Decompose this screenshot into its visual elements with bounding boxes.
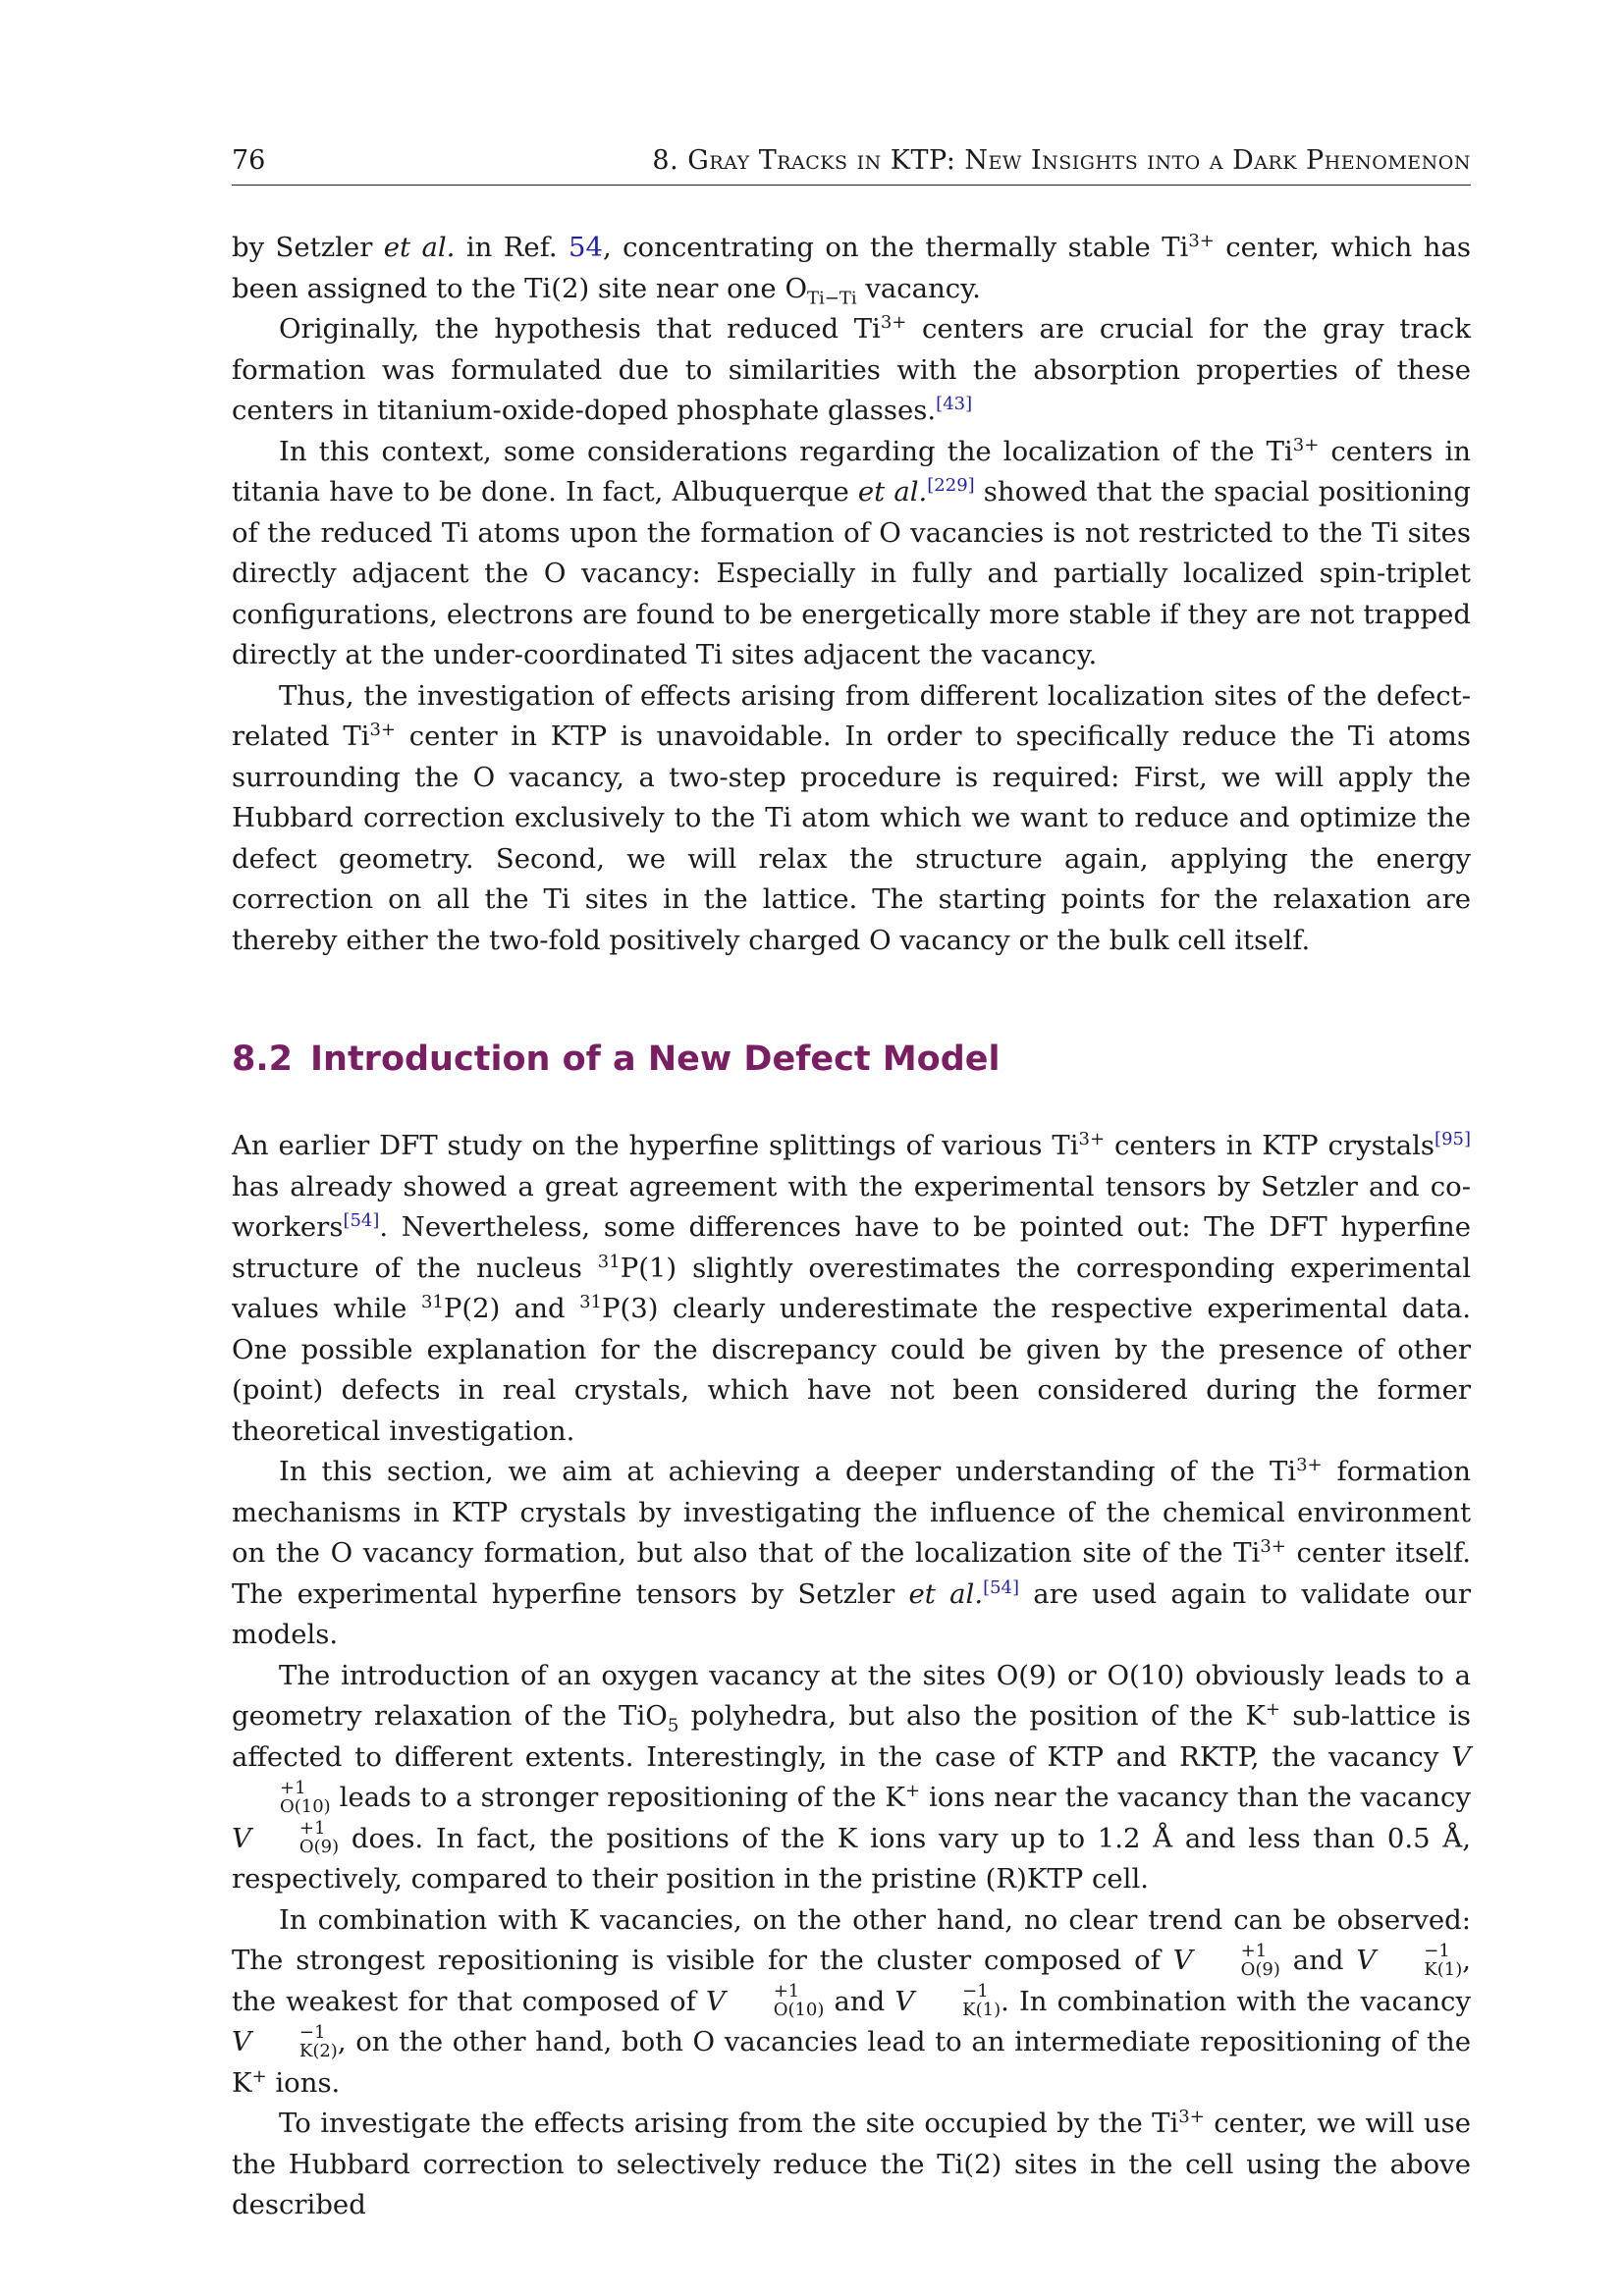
chapter-title: 8. Gray Tracks in KTP: New Insights into a Dark Phenomenon (652, 145, 1471, 176)
paragraph-6: In this section, we aim at achieving a deeper understanding of the $Ti^{3+}$ formation mechanisms in KTP crystals by investigating the influence of the chemical environment on the O vacancy formation, but also that of the localization site of the $Ti^{3+}$ center itself. The experimental hyperfine tensors by Setzler et al.[54] are used again to validate our models. (232, 1454, 1472, 1650)
vacancy-indices: +1 O(10) (773, 1981, 825, 2020)
paragraph-3: In this context, some considerations regarding the localization of the $Ti^{3+}$ centers in titania have to be done. In fact, Albuquerque et al.[229] showed that the spacial positioning of the reduced Ti atoms upon the formation of O vacancies is not restricted to the Ti sites directly adjacent the O vacancy: Especially in fully and partially localized spin-triplet configurations, electrons are found to be energetically more stable if they are not trapped directly at the under-coordinated Ti sites adjacent the vacancy. (232, 434, 1471, 670)
paragraph-2: Originally, the hypothesis that reduced $Ti^{3+}$ centers are crucial for the gray track formation was formulated due to similarities with the absorption properties of these centers in titanium-oxide-doped phosphate glasses.[43] (232, 311, 1471, 426)
paragraph-7: The introduction of an oxygen vacancy at the sites O(9) or O(10) obviously leads to a geometry relaxation of the TiO$_5$ polyhedra, but also the position of the K+ sub-lattice is affected to different extents. Interestingly, in the case of KTP and RKTP, the vacancy V +1 O(10) leads to a stronger repositioning of the K+ ions near the vacancy than the vacancy V +1 O(9) does. In fact, the positions of the K ions vary up to 1.2 Å and less than 0.5 Å, respectively, compared to their position in the pristine (R)KTP cell. (232, 1659, 1471, 1895)
vacancy-indices: +1 O(9) (1240, 1940, 1280, 1980)
paragraph-9: To investigate the effects arising from the site occupied by the $Ti^{3+}$ center, we will use the Hubbard correction to selectively reduce the Ti(2) sites in the cell using the above described (232, 2106, 1471, 2220)
citation-link[interactable]: [54] (343, 1209, 380, 1231)
vacancy-symbol: V (1172, 1945, 1193, 1976)
vacancy-indices: −1 K(1) (962, 1981, 1001, 2020)
main-text (232, 228, 1471, 2226)
vacancy-indices: +1 O(10) (280, 1777, 331, 1817)
citation-link[interactable]: [54] (983, 1576, 1020, 1598)
vacancy-indices: −1 K(1) (1424, 1940, 1463, 1980)
citation-link[interactable]: [229] (927, 474, 975, 496)
vacancy-symbol: V (1451, 1740, 1471, 1773)
running-header (232, 145, 1471, 186)
vacancy-symbol: V (705, 1985, 726, 2017)
vacancy-symbol: V (1356, 1945, 1377, 1976)
vacancy-indices: +1 O(9) (298, 1818, 340, 1857)
paragraph-1: by Setzler et al. in Ref. 54, concentrating on the thermally stable $Ti^{3+}$ center, which has been assigned to the Ti(2) site near one $O_{Ti-Ti}$ vacancy. (232, 230, 1471, 308)
paragraph-4: Thus, the investigation of effects arising from different localization sites of the defect-related $Ti^{3+}$ center in KTP is unavoidable. In order to specifically reduce the Ti atoms surrounding the O vacancy, a two-step procedure is required: First, we will apply the Hubbard correction exclusively to the Ti atom which we want to reduce and optimize the defect geometry. Second, we will relax the structure again, applying the energy correction on all the Ti sites in the lattice. The starting points for the relaxation are thereby either the two-fold positively charged O vacancy or the bulk cell itself. (232, 679, 1471, 956)
page-number: 76 (232, 145, 266, 176)
paragraph-5: An earlier DFT study on the hyperfine splittings of various $Ti^{3+}$ centers in KTP crystals[95] has already showed a great agreement with the experimental tensors by Setzler and co-workers[54]. Nevertheless, some differences have to be pointed out: The DFT hyperfine structure of the nucleus $^{31}$P(1) slightly overestimates the corresponding experimental values while $^{31}$P(2) and $^{31}$P(3) clearly underestimate the respective experimental data. One possible explanation for the discrepancy could be given by the presence of other (point) defects in real crystals, which have not been considered during the former theoretical investigation. (232, 1128, 1471, 1447)
vacancy-symbol: V (232, 2026, 251, 2057)
reference-link[interactable]: 54 (568, 232, 604, 263)
section-heading: 8.2 Introduction of a New Defect Model (232, 1040, 1001, 1079)
vacancy-indices: −1 K(2) (298, 2021, 338, 2061)
citation-link[interactable]: [95] (1435, 1128, 1471, 1149)
vacancy-symbol: V (894, 1985, 915, 2017)
citation-link[interactable]: [43] (936, 393, 973, 414)
paragraph-8: In combination with K vacancies, on the other hand, no clear trend can be observed: The strongest repositioning is visible for the cluster composed of V +1 O(9) and V −1 K(1) , the weakest for that composed of V +1 O(10) and V −1 K(1) . In combination with the vacancy V −1 K(2) , on the other hand, both O vacancies lead to an intermediate repositioning of the K+ ions. (232, 1903, 1471, 2099)
vacancy-symbol: V (232, 1822, 251, 1854)
